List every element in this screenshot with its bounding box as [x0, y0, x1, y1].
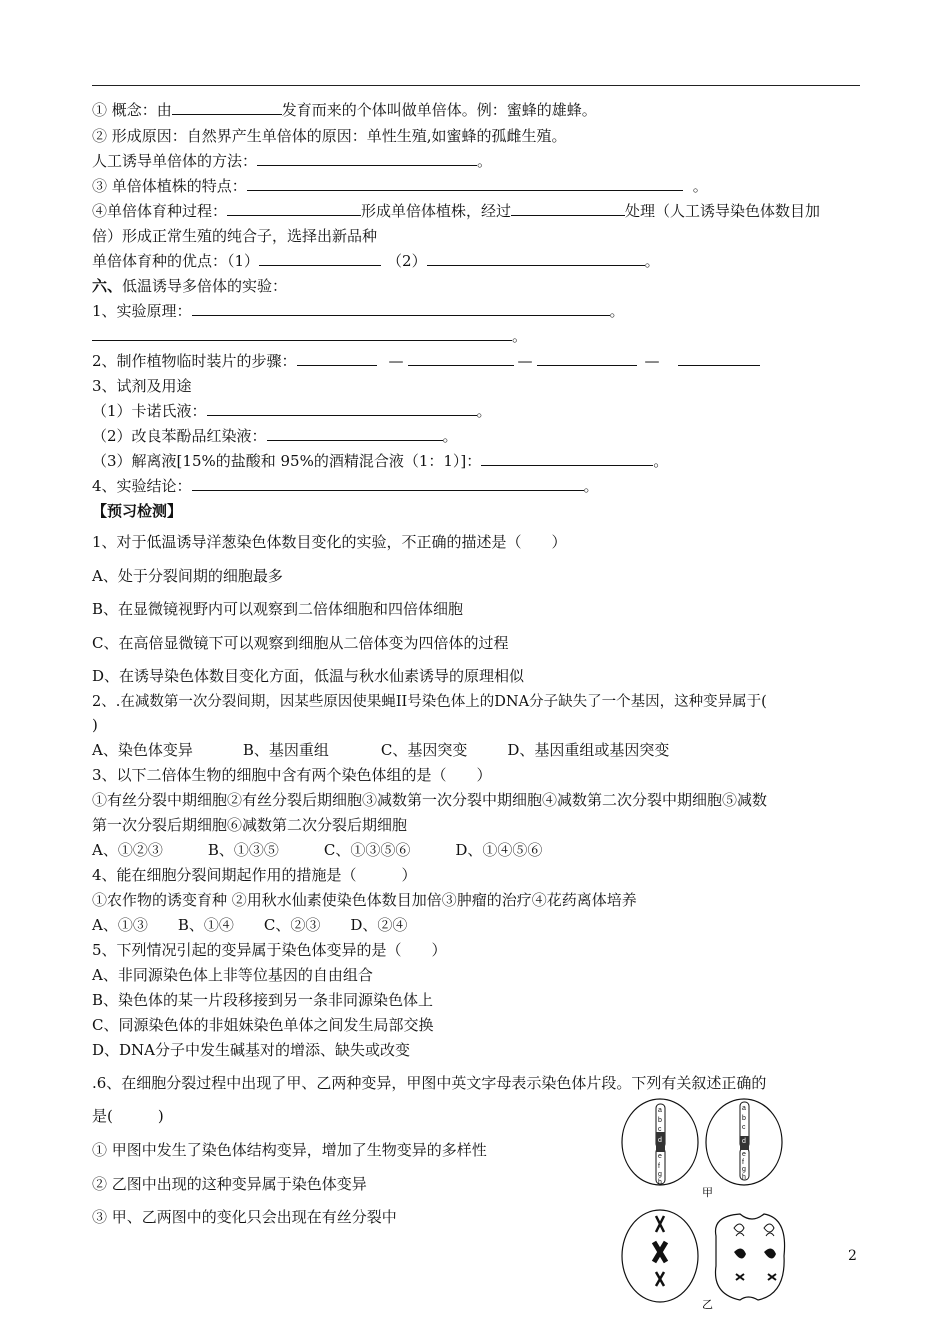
svg-text:d: d	[742, 1138, 746, 1145]
q6-stem-cont: 是( )	[92, 1107, 164, 1125]
q1-option-b: B、在显微镜视野内可以观察到二倍体细胞和四倍体细胞	[92, 600, 464, 618]
line-steps: 2、制作植物临时装片的步骤： — — —	[92, 351, 760, 371]
line-features: ③ 单倍体植株的特点： 。	[92, 177, 708, 195]
svg-text:e: e	[742, 1151, 746, 1158]
q6-item-2: ② 乙图中出现的这种变异属于染色体变异	[92, 1175, 367, 1193]
q1-stem: 1、对于低温诱导洋葱染色体数目变化的实验，不正确的描述是（ ）	[92, 533, 567, 551]
q2-options: A、染色体变异 B、基因重组 C、基因突变 D、基因重组或基因突变	[92, 741, 670, 759]
preview-check-heading: 【预习检测】	[92, 502, 183, 520]
svg-text:h: h	[742, 1174, 746, 1181]
label-jia: 甲	[702, 1186, 713, 1199]
svg-text:d: d	[658, 1137, 662, 1144]
chromosome-figure	[618, 1096, 788, 1312]
line-cause: ② 形成原因：自然界产生单倍体的原因：单性生殖,如蜜蜂的孤雌生殖。	[92, 127, 567, 145]
q5-option-a: A、非同源染色体上非等位基因的自由组合	[92, 966, 373, 984]
svg-text:f: f	[658, 1163, 660, 1170]
line-carnoy: （1）卡诺氏液： 。	[92, 402, 492, 420]
svg-text:a: a	[658, 1107, 662, 1114]
svg-text:b: b	[658, 1117, 662, 1124]
page-number: 2	[848, 1248, 857, 1264]
q3-stem: 3、以下二倍体生物的细胞中含有两个染色体组的是（ ）	[92, 766, 492, 784]
q6-item-3: ③ 甲、乙两图中的变化只会出现在有丝分裂中	[92, 1208, 397, 1226]
line-concept: ① 概念：由 发育而来的个体叫做单倍体。例：蜜蜂的雄蜂。	[92, 101, 597, 119]
line-dissociation: （3）解离液[15%的盐酸和 95%的酒精混合液（1：1）]： 。	[92, 452, 669, 470]
q1-option-c: C、在高倍显微镜下可以观察到细胞从二倍体变为四倍体的过程	[92, 634, 509, 652]
line-reagents: 3、试剂及用途	[92, 377, 192, 395]
q3-options: A、①②③ B、①③⑤ C、①③⑤⑥ D、①④⑤⑥	[92, 841, 543, 859]
svg-text:a: a	[742, 1105, 746, 1112]
segment-letters	[658, 1105, 746, 1186]
q5-stem: 5、下列情况引起的变异属于染色体变异的是（ ）	[92, 941, 447, 959]
svg-text:f: f	[742, 1159, 744, 1166]
q4-stem: 4、能在细胞分裂间期起作用的措施是（ ）	[92, 866, 417, 884]
line-conclusion: 4、实验结论： 。	[92, 477, 599, 495]
svg-text:e: e	[658, 1153, 662, 1160]
line-method: 人工诱导单倍体的方法： 。	[92, 152, 493, 170]
q1-option-d: D、在诱导染色体数目变化方面，低温与秋水仙素诱导的原理相似	[92, 667, 525, 685]
line-stain: （2）改良苯酚品红染液： 。	[92, 427, 458, 445]
line-process: ④单倍体育种过程： 形成单倍体植株，经过 处理（人工诱导染色体数目加	[92, 202, 821, 220]
q3-items-cont: 第一次分裂后期细胞⑥减数第二次分裂后期细胞	[92, 816, 408, 834]
line-principle: 1、实验原理： 。	[92, 302, 625, 320]
q6-item-1: ① 甲图中发生了染色体结构变异，增加了生物变异的多样性	[92, 1141, 487, 1159]
q3-items: ①有丝分裂中期细胞②有丝分裂后期细胞③减数第一次分裂中期细胞④减数第二次分裂中期细胞⑤减数	[92, 791, 768, 809]
svg-text:h: h	[658, 1179, 662, 1186]
q2-stem: 2、.在减数第一次分裂间期，因某些原因使果蝇II号染色体上的DNA分子缺失了一个基因，这种变异属于(	[92, 694, 767, 710]
svg-text:g: g	[658, 1171, 662, 1178]
svg-text:c: c	[658, 1126, 662, 1133]
q4-items: ①农作物的诱变育种 ②用秋水仙素使染色体数目加倍③肿瘤的治疗④花药离体培养	[92, 891, 637, 909]
line-process-cont: 倍）形成正常生殖的纯合子，选择出新品种	[92, 227, 378, 245]
svg-text:c: c	[742, 1124, 746, 1131]
q5-option-d: D、DNA分子中发生碱基对的增添、缺失或改变	[92, 1041, 411, 1059]
q5-option-c: C、同源染色体的非姐妹染色单体之间发生局部交换	[92, 1016, 434, 1034]
svg-text:b: b	[742, 1115, 746, 1122]
q1-option-a: A、处于分裂间期的细胞最多	[92, 567, 283, 585]
q5-option-b: B、染色体的某一片段移接到另一条非同源染色体上	[92, 991, 434, 1009]
svg-text:g: g	[742, 1166, 746, 1173]
q6-stem: .6、在细胞分裂过程中出现了甲、乙两种变异，甲图中英文字母表示染色体片段。下列有关叙述正确的	[92, 1074, 767, 1092]
label-yi: 乙	[702, 1298, 713, 1311]
q2-stem-cont: )	[92, 716, 98, 734]
section-six-heading: 六、低温诱导多倍体的实验：	[92, 277, 288, 295]
q4-options: A、①③ B、①④ C、②③ D、②④	[92, 916, 408, 934]
header-rule	[92, 85, 860, 86]
line-principle-cont: 。	[92, 326, 527, 346]
line-advantages: 单倍体育种的优点：（1） （2） 。	[92, 252, 660, 270]
